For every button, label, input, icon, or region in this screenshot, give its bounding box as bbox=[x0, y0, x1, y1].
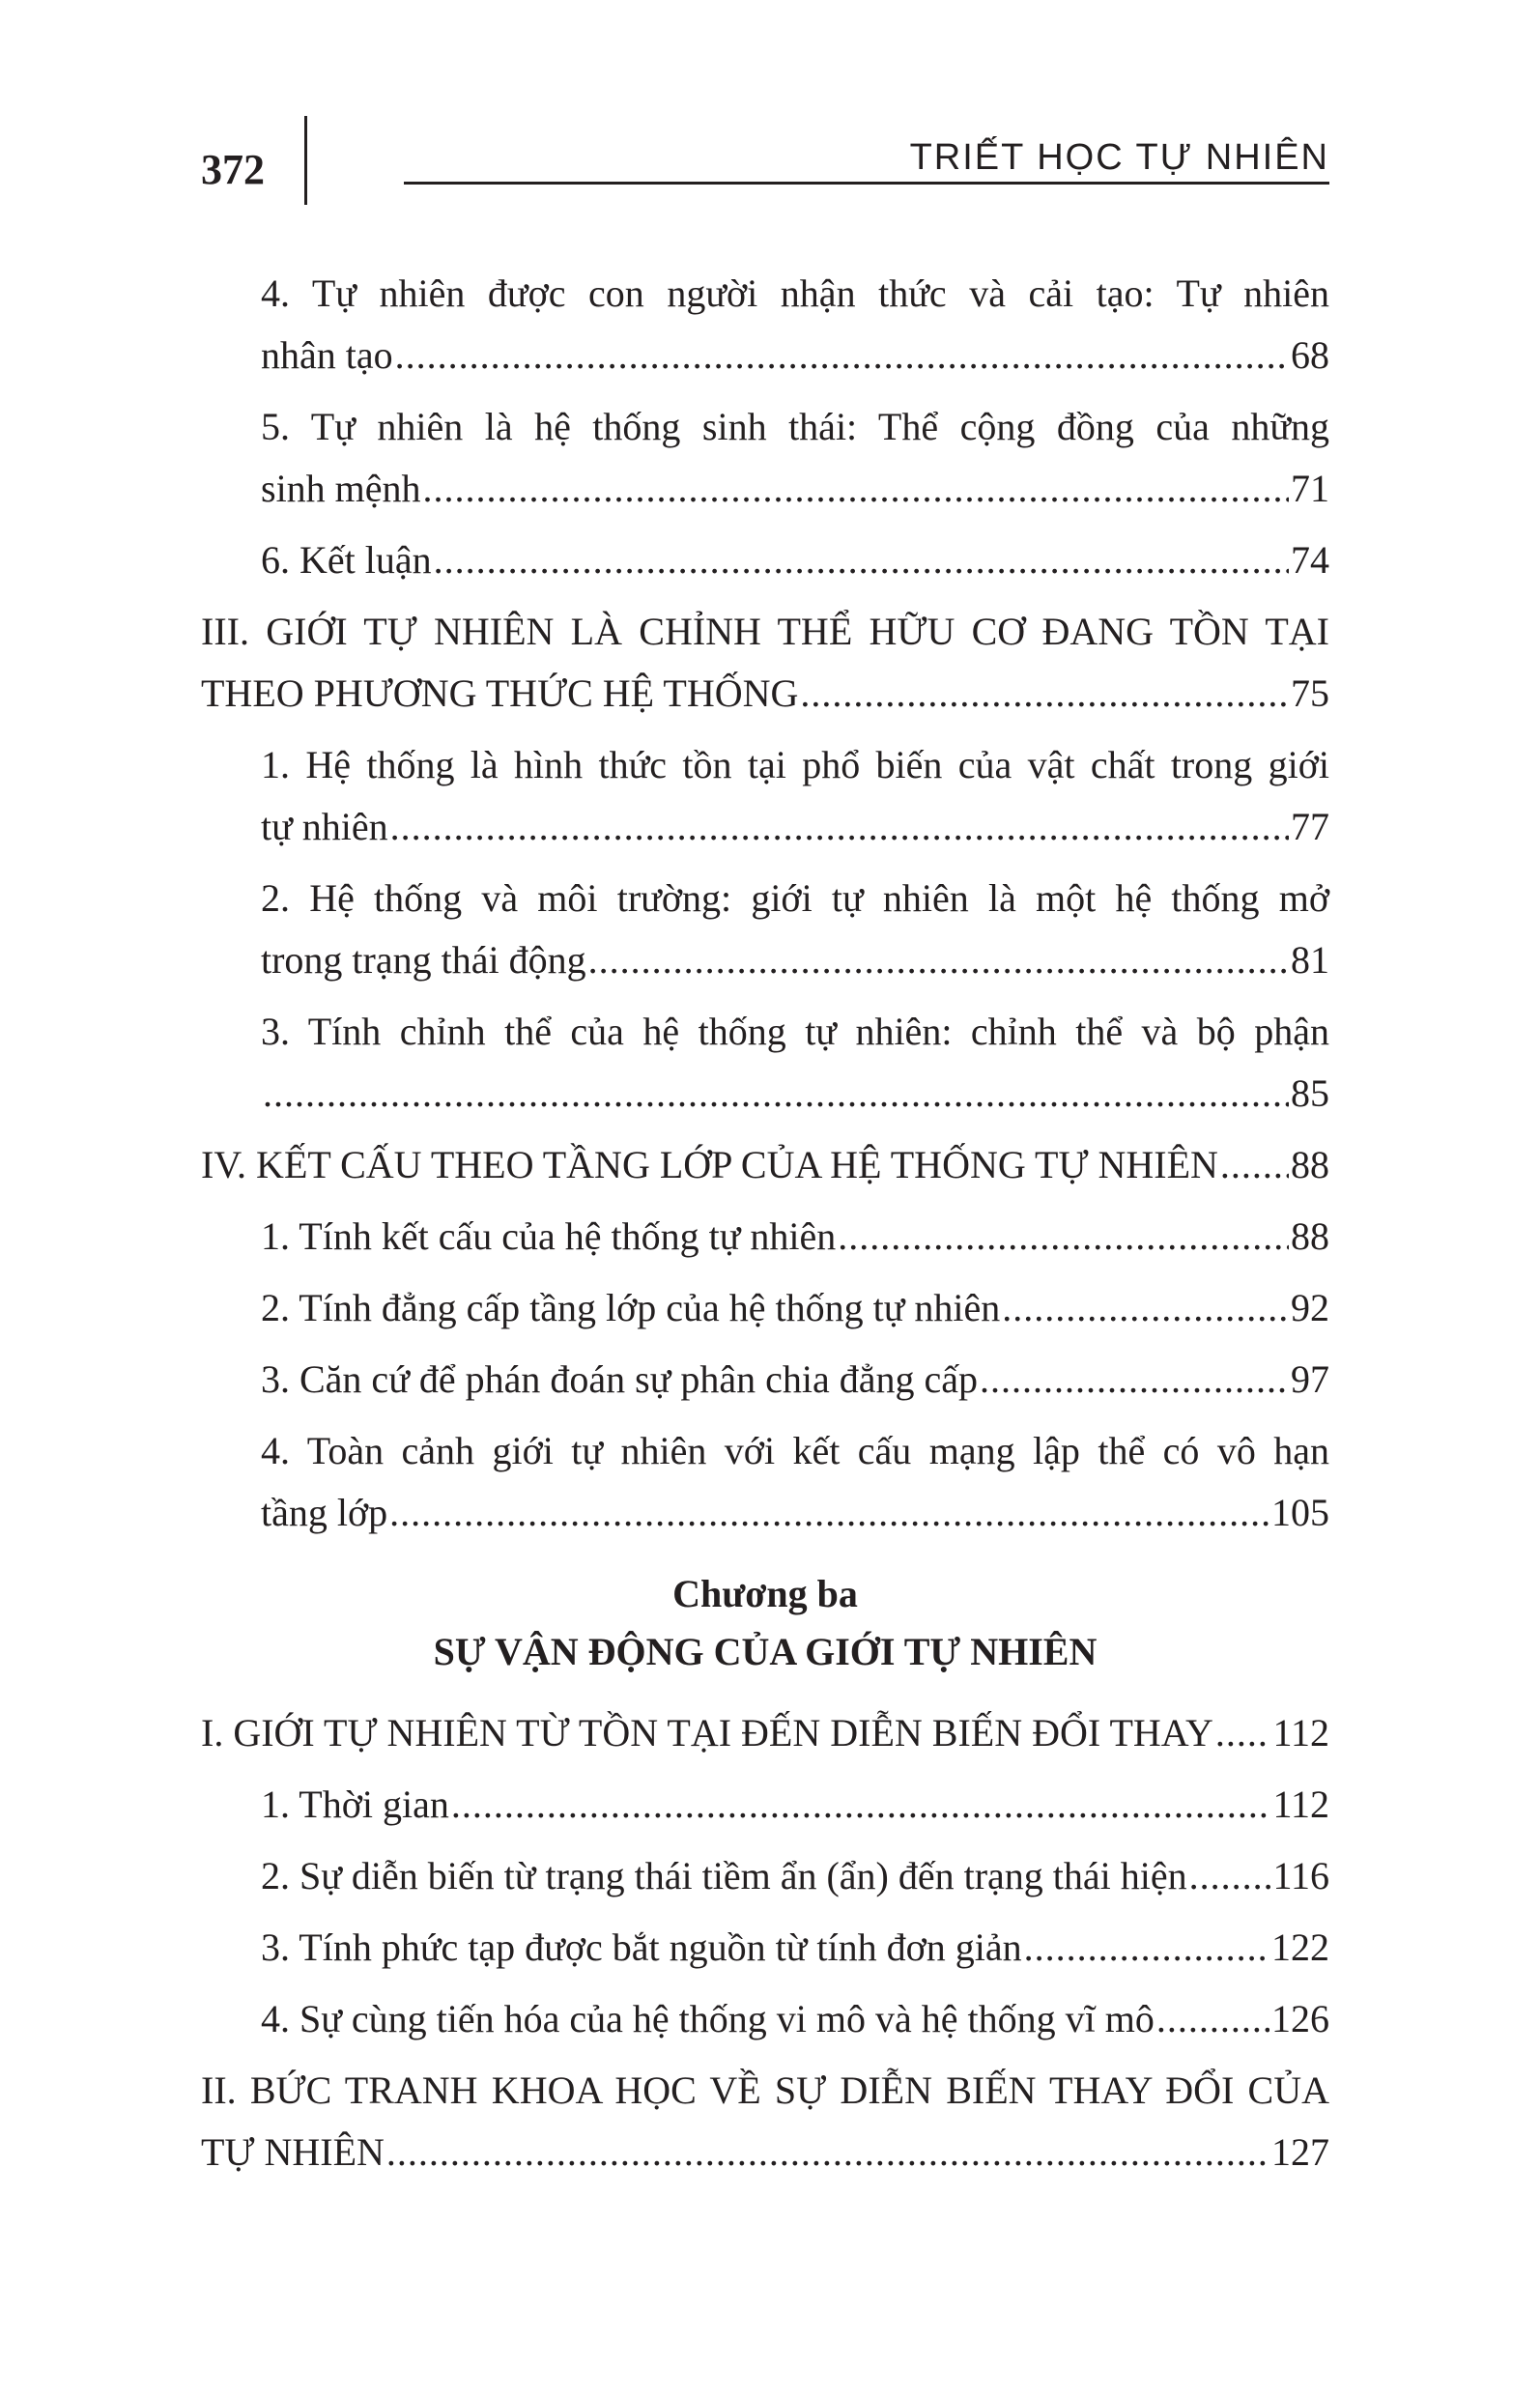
leader-dots bbox=[800, 663, 1289, 725]
toc-section-entry bbox=[201, 2060, 1329, 2183]
toc-entry-title: 1. Hệ thống là hình thức tồn tại phổ biến của vật chất trong giới bbox=[261, 743, 1329, 786]
toc-entry-title: 6. Kết luận bbox=[261, 538, 432, 582]
toc-entry bbox=[201, 1349, 1329, 1411]
toc-page-number: 68 bbox=[1291, 333, 1329, 377]
leader-dots bbox=[838, 1206, 1289, 1268]
toc-page-number: 75 bbox=[1291, 671, 1329, 715]
toc-page-number: 112 bbox=[1272, 1711, 1329, 1754]
toc-entry-title: III. GIỚI TỰ NHIÊN LÀ CHỈNH THỂ HỮU CƠ ĐANG TỒN TẠI bbox=[201, 610, 1329, 653]
leader-dots bbox=[588, 929, 1289, 991]
running-title: TRIẾT HỌC TỰ NHIÊN bbox=[909, 137, 1329, 178]
toc-entry bbox=[201, 396, 1329, 520]
toc-page-number: 71 bbox=[1291, 467, 1329, 510]
toc-entry-title-cont: TỰ NHIÊN bbox=[201, 2130, 385, 2174]
toc-page-number: 74 bbox=[1291, 538, 1329, 582]
toc-page-number: 88 bbox=[1291, 1214, 1329, 1258]
toc-entry-title: I. GIỚI TỰ NHIÊN TỪ TỒN TẠI ĐẾN DIỄN BIẾN ĐỔI THAY bbox=[201, 1711, 1213, 1754]
toc-page-number: 112 bbox=[1272, 1783, 1329, 1826]
toc-section-entry bbox=[201, 601, 1329, 725]
toc-page-number: 122 bbox=[1271, 1925, 1329, 1969]
toc-page-number: 126 bbox=[1271, 1997, 1329, 2040]
toc-entry-title: 1. Thời gian bbox=[261, 1783, 449, 1826]
toc-entry-title-cont: tầng lớp bbox=[261, 1491, 388, 1534]
toc-entry-title: 4. Tự nhiên được con người nhận thức và cải tạo: Tự nhiên bbox=[261, 271, 1329, 315]
leader-dots bbox=[980, 1349, 1289, 1411]
toc-entry bbox=[201, 529, 1329, 591]
toc-entry-title: 3. Căn cứ để phán đoán sự phân chia đẳng cấp bbox=[261, 1357, 979, 1401]
toc-entry-title: 4. Toàn cảnh giới tự nhiên với kết cấu mạng lập thể có vô hạn bbox=[261, 1429, 1329, 1472]
leader-dots bbox=[263, 1063, 1289, 1125]
toc-entry bbox=[201, 1206, 1329, 1268]
toc-page-number: 77 bbox=[1291, 805, 1329, 848]
toc-entry-title: 2. Tính đẳng cấp tầng lớp của hệ thống tự nhiên bbox=[261, 1286, 1001, 1329]
leader-dots bbox=[1189, 1845, 1271, 1907]
toc-entry bbox=[201, 1420, 1329, 1544]
toc-entry-title: 2. Sự diễn biến từ trạng thái tiềm ẩn (ẩn) đến trạng thái hiện bbox=[261, 1854, 1187, 1897]
leader-dots bbox=[1156, 1988, 1269, 2050]
leader-dots bbox=[451, 1774, 1271, 1836]
page-number: 372 bbox=[201, 146, 265, 193]
leader-dots bbox=[1215, 1702, 1271, 1764]
toc-entry-title: II. BỨC TRANH KHOA HỌC VỀ SỰ DIỄN BIẾN THAY ĐỔI CỦA bbox=[201, 2068, 1329, 2112]
toc-page-number: 85 bbox=[1291, 1071, 1329, 1115]
toc-entry-title-cont: nhân tạo bbox=[261, 333, 393, 377]
toc-entry-title: 2. Hệ thống và môi trường: giới tự nhiên là một hệ thống mở bbox=[261, 876, 1329, 920]
toc-entry-title-cont: tự nhiên bbox=[261, 805, 388, 848]
toc-entry bbox=[201, 1001, 1329, 1125]
toc-entry-title: 4. Sự cùng tiến hóa của hệ thống vi mô và hệ thống vĩ mô bbox=[261, 1997, 1155, 2040]
toc-entry bbox=[201, 868, 1329, 991]
toc-entry-title: 3. Tính chỉnh thể của hệ thống tự nhiên: chỉnh thể và bộ phận bbox=[261, 1010, 1329, 1053]
toc-entry bbox=[201, 1845, 1329, 1907]
chapter-title: SỰ VẬN ĐỘNG CỦA GIỚI TỰ NHIÊN bbox=[433, 1630, 1098, 1673]
leader-dots bbox=[434, 529, 1289, 591]
toc-entry-title: IV. KẾT CẤU THEO TẦNG LỚP CỦA HỆ THỐNG TỰ NHIÊN bbox=[201, 1143, 1218, 1186]
toc-entry-title-cont: trong trạng thái động bbox=[261, 938, 586, 982]
toc-page-number: 127 bbox=[1271, 2130, 1329, 2174]
leader-dots bbox=[390, 796, 1289, 858]
toc-section-entry bbox=[201, 1134, 1329, 1196]
leader-dots bbox=[1024, 1917, 1269, 1979]
toc-entry-title: 1. Tính kết cấu của hệ thống tự nhiên bbox=[261, 1214, 837, 1258]
toc-page-number: 81 bbox=[1291, 938, 1329, 982]
toc-page-number: 97 bbox=[1291, 1357, 1329, 1401]
table-of-contents bbox=[201, 263, 1329, 2193]
leader-dots bbox=[1002, 1277, 1289, 1339]
toc-page-number: 116 bbox=[1272, 1854, 1329, 1897]
leader-dots bbox=[389, 1482, 1269, 1544]
toc-entry bbox=[201, 1917, 1329, 1979]
leader-dots bbox=[395, 325, 1289, 386]
toc-entry bbox=[201, 1988, 1329, 2050]
toc-page-number: 105 bbox=[1271, 1491, 1329, 1534]
toc-entry bbox=[201, 1774, 1329, 1836]
toc-page-number: 92 bbox=[1291, 1286, 1329, 1329]
toc-entry-title: 3. Tính phức tạp được bắt nguồn từ tính đơn giản bbox=[261, 1925, 1022, 1969]
toc-section-entry bbox=[201, 1702, 1329, 1764]
leader-dots bbox=[1220, 1134, 1289, 1196]
toc-entry bbox=[201, 1277, 1329, 1339]
toc-entry bbox=[201, 263, 1329, 386]
toc-entry-title-cont: THEO PHƯƠNG THỨC HỆ THỐNG bbox=[201, 671, 799, 715]
leader-dots bbox=[423, 458, 1289, 520]
toc-page-number: 88 bbox=[1291, 1143, 1329, 1186]
leader-dots bbox=[386, 2122, 1269, 2183]
header-divider bbox=[304, 116, 307, 205]
chapter-label: Chương ba bbox=[672, 1572, 858, 1615]
toc-entry bbox=[201, 734, 1329, 858]
toc-entry-title-cont: sinh mệnh bbox=[261, 467, 421, 510]
page-header bbox=[201, 116, 1329, 208]
header-rule bbox=[404, 182, 1329, 185]
toc-entry-title: 5. Tự nhiên là hệ thống sinh thái: Thể cộng đồng của những bbox=[261, 405, 1329, 448]
